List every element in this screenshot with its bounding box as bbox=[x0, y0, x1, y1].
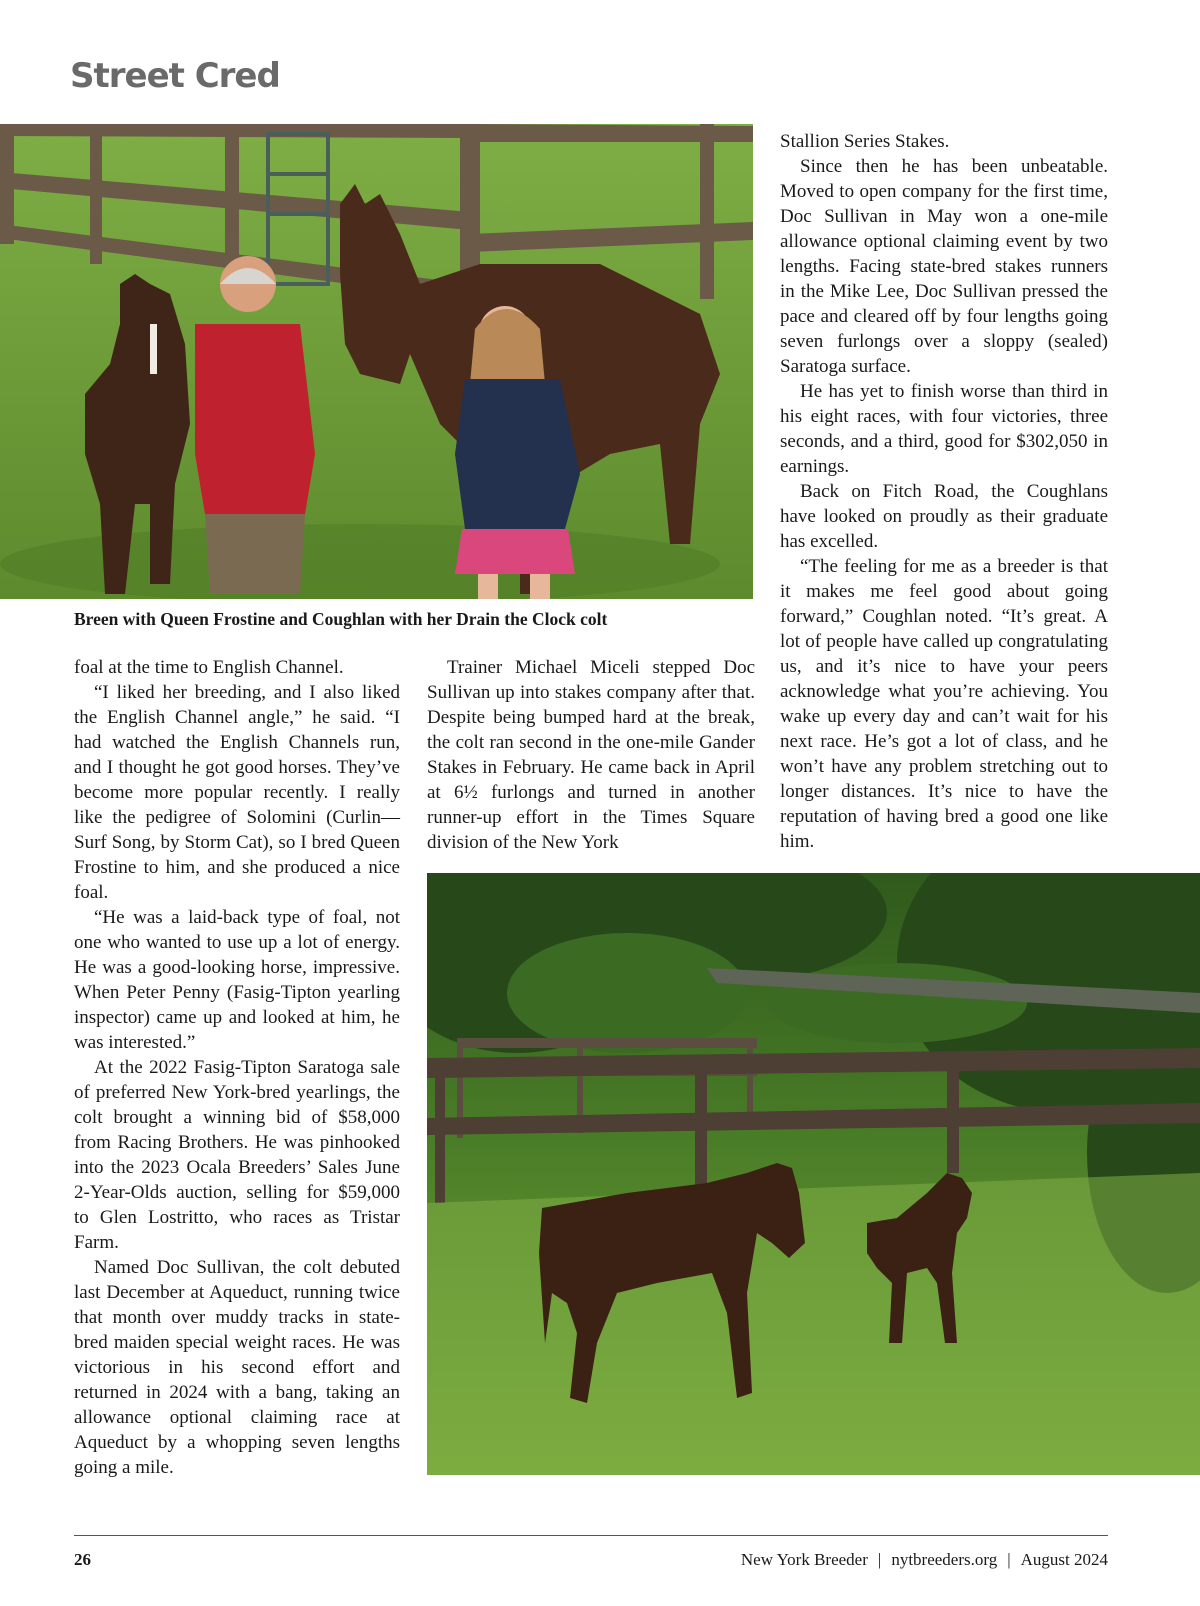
paragraph: Stallion Series Stakes. bbox=[780, 131, 950, 152]
publication-name: New York Breeder bbox=[740, 1550, 868, 1569]
photo-mare-and-foal-paddock bbox=[427, 873, 1200, 1475]
paragraph: Named Doc Sullivan, the colt debuted last December at Aqueduct, running twice that month over muddy tracks in state-bred maiden special weight races. He was victorious in his second effort and returned in 2024 with a bang, taking an allowance optional claiming race at Aqueduct by a whopping seven lengths going a mile. bbox=[74, 1257, 400, 1478]
paragraph: Trainer Michael Miceli stepped Doc Sullivan up into stakes company after that. Despite being bumped hard at the break, the colt ran second in the one-mile Gander Stakes in February. He came back in April at 6½ furlongs and turned in another runner-up effort in the Times Square division of the New York bbox=[427, 657, 755, 853]
footer-separator: | bbox=[1007, 1550, 1011, 1569]
issue-date: August 2024 bbox=[1020, 1550, 1108, 1569]
article-column-2 bbox=[427, 655, 755, 855]
article-column-1 bbox=[74, 655, 400, 1480]
footer-separator: | bbox=[877, 1550, 882, 1569]
paragraph: “I liked her breeding, and I also liked the English Channel angle,” he said. “I had watched the English Channels run, and I thought he got good horses. They’ve become more popular recently. I really like the pedigree of Solomini (Curlin—Surf Song, by Storm Cat), so I bred Queen Frostine to him, and she produced a nice foal. bbox=[74, 682, 400, 903]
paragraph: “The feeling for me as a breeder is that it makes me feel good about going forward,” Coughlan noted. “It’s great. A lot of people have called up congratulating us, and it’s nice to have your peers acknowledge what you’re achieving. You wake up every day and can’t wait for his next race. He’s got a lot of class, and he won’t have any problem stretching out to longer distances. It’s nice to have the reputation of having bred a good one like him. bbox=[780, 556, 1108, 852]
paragraph: foal at the time to English Channel. bbox=[74, 657, 344, 678]
paragraph: Since then he has been unbeatable. Moved to open company for the first time, Doc Sullivan in May won a one-mile allowance optional claiming event by two lengths. Facing state-bred stakes runners in the Mike Lee, Doc Sullivan pressed the pace and cleared off by four lengths going seven furlongs over a sloppy (sealed) Saratoga surface. bbox=[780, 156, 1108, 377]
photo-breeders-with-horses bbox=[0, 124, 753, 599]
website-link[interactable]: nytbreeders.org bbox=[891, 1550, 998, 1569]
page-number: 26 bbox=[74, 1550, 91, 1569]
footer-rule bbox=[74, 1535, 1108, 1536]
footer-publication-info bbox=[741, 1550, 1108, 1570]
top-photo-caption: Breen with Queen Frostine and Coughlan with her Drain the Clock colt bbox=[74, 609, 608, 629]
paragraph: “He was a laid-back type of foal, not one who wanted to use up a lot of energy. He was a good-looking horse, impressive. When Peter Penny (Fasig-Tipton yearling inspector) came up and looked at him, he was interested.” bbox=[74, 907, 400, 1053]
paragraph: Back on Fitch Road, the Coughlans have looked on proudly as their graduate has excelled. bbox=[780, 481, 1108, 552]
section-title: Street Cred bbox=[70, 56, 280, 96]
paragraph: He has yet to finish worse than third in his eight races, with four victories, three seconds, and a third, good for $302,050 in earnings. bbox=[780, 381, 1108, 477]
paragraph: At the 2022 Fasig-Tipton Saratoga sale of preferred New York-bred yearlings, the colt brought a winning bid of $58,000 from Racing Brothers. He was pinhooked into the 2023 Ocala Breeders’ Sales June 2-Year-Olds auction, selling for $59,000 to Glen Lostritto, who races as Tristar Farm. bbox=[74, 1057, 400, 1253]
article-column-3 bbox=[780, 129, 1108, 854]
